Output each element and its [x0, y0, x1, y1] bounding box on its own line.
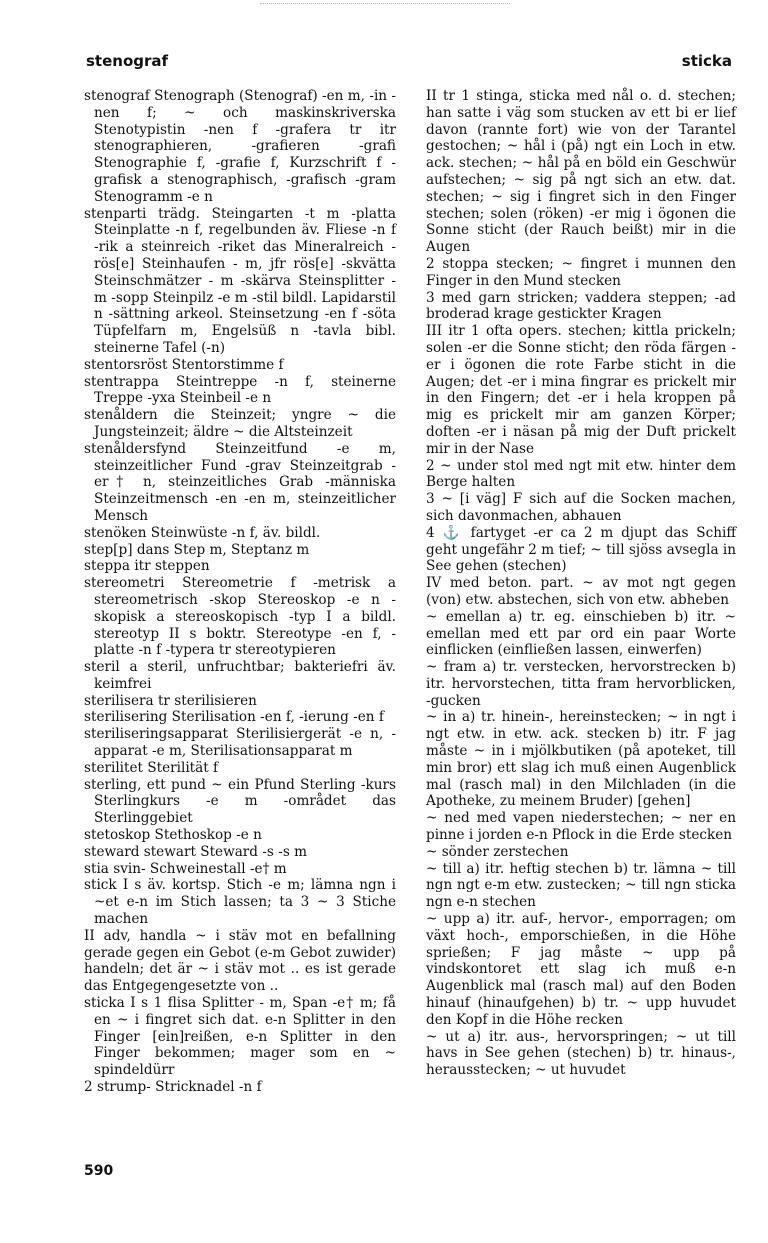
entry-stick-sense-2: II adv, handla ~ i stäv mot en befallning gerade gegen ein Gebot (e-m Gebot zuwider) handeln; det är ~ i stäv mot .. es ist gerade das Entgegengesetzte von .. — [84, 927, 396, 995]
sense-sticka-tr-3: 3 med garn stricken; vaddera steppen; -ad broderad krage gestickter Kragen — [426, 289, 736, 323]
entry-stereometri: stereometri Stereometrie f -metrisk a stereometrisch -skop Stereoskop -e n -skopisk a stereoskopisch -typ I a bildl. stereotyp II s boktr. Stereotype -en f, -platte -n f -typera tr stereotypieren — [84, 575, 396, 659]
left-column — [84, 88, 396, 1096]
header-left-guideword: stenograf — [86, 52, 169, 70]
sense-sticka-ut: ~ ut a) itr. aus-, hervorspringen; ~ ut till havs in See gehen (stechen) b) tr. hinaus-, herausstecken; ~ ut huvudet — [426, 1028, 736, 1079]
entry-stentrappa: stentrappa Steintreppe -n f, steinerne Treppe -yxa Steinbeil -e n — [84, 373, 396, 407]
sense-sticka-sonder: ~ sönder zerstechen — [426, 843, 569, 860]
sense-sticka-tr-2: 2 stoppa stecken; ~ fingret i munnen den Finger in den Mund stecken — [426, 255, 736, 289]
sense-sticka-fram: ~ fram a) tr. verstecken, hervorstrecken b) itr. hervorstechen, titta fram hervorblicken, -gucken — [426, 659, 736, 709]
entry-sterilitet: sterilitet Sterilität f — [84, 759, 219, 776]
entry-steril: steril a steril, unfruchtbar; bakteriefri äv. keimfrei — [84, 659, 396, 692]
entry-steward: steward stewart Steward -s -s m — [84, 843, 308, 860]
entry-stentorsrost: stentorsröst Stentorstimme f — [84, 356, 284, 373]
entry-steriliseringsapparat: steriliseringsapparat Sterilisiergerät -e n, -apparat -e m, Sterilisationsapparat m — [84, 726, 396, 760]
entry-sticka: sticka I s 1 flisa Splitter - m, Span -e† m; få en ~ i fingret sich dat. e-n Splitter in den Finger [ein]reißen, e-n Splitter in den Finger bekommen; mager som en ~ spindeldürr — [84, 995, 396, 1079]
sense-sticka-itr-4: 4 ⚓ fartyget -er ca 2 m djupt das Schiff geht ungefähr 2 m tief; ~ till sjöss avsegla in See gehen (stechen) — [426, 524, 736, 575]
entry-stick: stick I s äv. kortsp. Stich -e m; lämna ngn i ~et e-n im Stich lassen; ta 3 ~ 3 Stiche machen — [84, 877, 396, 928]
entry-steppa: steppa itr steppen — [84, 558, 210, 575]
sense-sticka-itr-2: 2 ~ under stol med ngt mit etw. hinter dem Berge halten — [426, 457, 736, 491]
sense-sticka-itr-1: III itr 1 ofta opers. stechen; kittla prickeln; solen -er die Sonne sticht; den röda färgen -er i ögonen die rote Farbe sticht in die Augen; det -er i mina fingrar es prickelt mir in den Fingern; det -er i hela kroppen på mig es prickelt mir am ganzen Körper; doften -er i näsan på mig der Duft prickelt mir in der Nase — [426, 323, 736, 457]
entry-stenoken: stenöken Steinwüste -n f, äv. bildl. — [84, 524, 321, 541]
sense-sticka-tr-1: II tr 1 stinga, sticka med nål o. d. stechen; han satte i väg som stucken av ett bi er lief davon (rannte fort) wie von der Tarantel gestochen; ~ hål i (på) ngt ein Loch in etw. ack. stechen; ~ hål på en böld ein Geschwür aufstechen; ~ sig på ngt sich an etw. dat. stechen; ~ sig i fingret sich in den Finger stechen; solen (röken) -er mig i ögonen die Sonne sticht (der Rauch beißt) mir in die Augen — [426, 88, 736, 256]
entry-sterling: sterling, ett pund ~ ein Pfund Sterling -kurs Sterlingkurs -e m -området das Sterlinggebiet — [84, 776, 396, 827]
sense-sticka-in: ~ in a) tr. hinein-, hereinstecken; ~ in ngt i ngt etw. in etw. ack. stecken b) itr. F jag måste ~ in i mjölkbutiken (på apoteket, till min bror) ett slag ich muß einen Augenblick mal (rasch mal) in den Milchladen (in die Apotheke, zu meinem Bruder) [gehen] — [426, 709, 736, 810]
entry-stepp: step[p] dans Step m, Steptanz m — [84, 541, 310, 558]
entry-stenaldern: stenåldern die Steinzeit; yngre ~ die Jungsteinzeit; äldre ~ die Altsteinzeit — [84, 407, 396, 440]
entry-stenograf: stenograf Stenograph (Stenograf) -en m, -in -nen f; ~ och maskinskriverska Stenotypistin -nen f -grafera tr itr stenographieren, -grafieren -grafi Stenographie f, -grafie f, Kurzschrift f -grafisk a stenographisch, -grafisch -gram Stenogramm -e n — [84, 88, 396, 205]
right-column — [426, 88, 736, 1079]
sense-sticka-iv-av: IV med beton. part. ~ av mot ngt gegen (von) etw. abstechen, sich von etw. abheben — [426, 575, 736, 608]
sense-sticka-emellan: ~ emellan a) tr. eg. einschieben b) itr. ~ emellan med ett par ord ein paar Worte einflicken (einfließen lassen, einwerfen) — [426, 608, 736, 659]
entry-sticka-sense-2: 2 strump- Stricknadel -n f — [84, 1079, 262, 1096]
entry-stenaldersfynd: stenåldersfynd Steinzeitfund -e m, steinzeitlicher Fund -grav Steinzeitgrab -er† n, steinzeitliches Grab -människa Steinzeitmensch -en -en m, steinzeitlicher Mensch — [84, 440, 396, 524]
header-right-guideword: sticka — [681, 52, 732, 70]
sense-sticka-till: ~ till a) itr. heftig stechen b) tr. lämna ~ till ngn ngt e-m etw. zustecken; ~ till ngn sticka ngn e-n stechen — [426, 860, 736, 911]
entry-stenparti: stenparti trädg. Steingarten -t m -platta Steinplatte -n f, regelbunden äv. Fliese -n f -rik a steinreich -riket das Mineralreich -rös[e] Steinhaufen - m, jfr rös[e] -skvätta Steinschmätzer - m -skärva Steinsplitter - m -sopp Steinpilz -e m -stil bildl. Lapidarstil n -sättning arkeol. Steinsetzung -en f -söta Tüpfelfarn m, Engelsüß n -tavla bibl. steinerne Tafel (-n) — [84, 205, 396, 356]
entry-stetoskop: stetoskop Stethoskop -e n — [84, 827, 262, 844]
entry-sterilisera: sterilisera tr sterilisieren — [84, 692, 257, 709]
top-rule — [260, 3, 510, 4]
page-number: 590 — [84, 1163, 114, 1179]
entry-sterilisering: sterilisering Sterilisation -en f, -ierung -en f — [84, 709, 384, 726]
sense-sticka-itr-3: 3 ~ [i väg] F sich auf die Socken machen, sich davonmachen, abhauen — [426, 491, 736, 524]
sense-sticka-ned: ~ ned med vapen niederstechen; ~ ner en pinne i jorden e-n Pflock in die Erde stecken — [426, 810, 736, 844]
sense-sticka-upp: ~ upp a) itr. auf-, hervor-, emporragen; om växt hoch-, emporschießen, in die Höhe sprießen; F jag måste ~ upp på vindskontoret ett slag ich muß e-n Augenblick mal (rasch mal) auf den Boden hinauf (hinaufgehen) b) tr. ~ upp huvudet den Kopf in die Höhe recken — [426, 911, 736, 1028]
entry-stia: stia svin- Schweinestall -e† m — [84, 860, 287, 877]
